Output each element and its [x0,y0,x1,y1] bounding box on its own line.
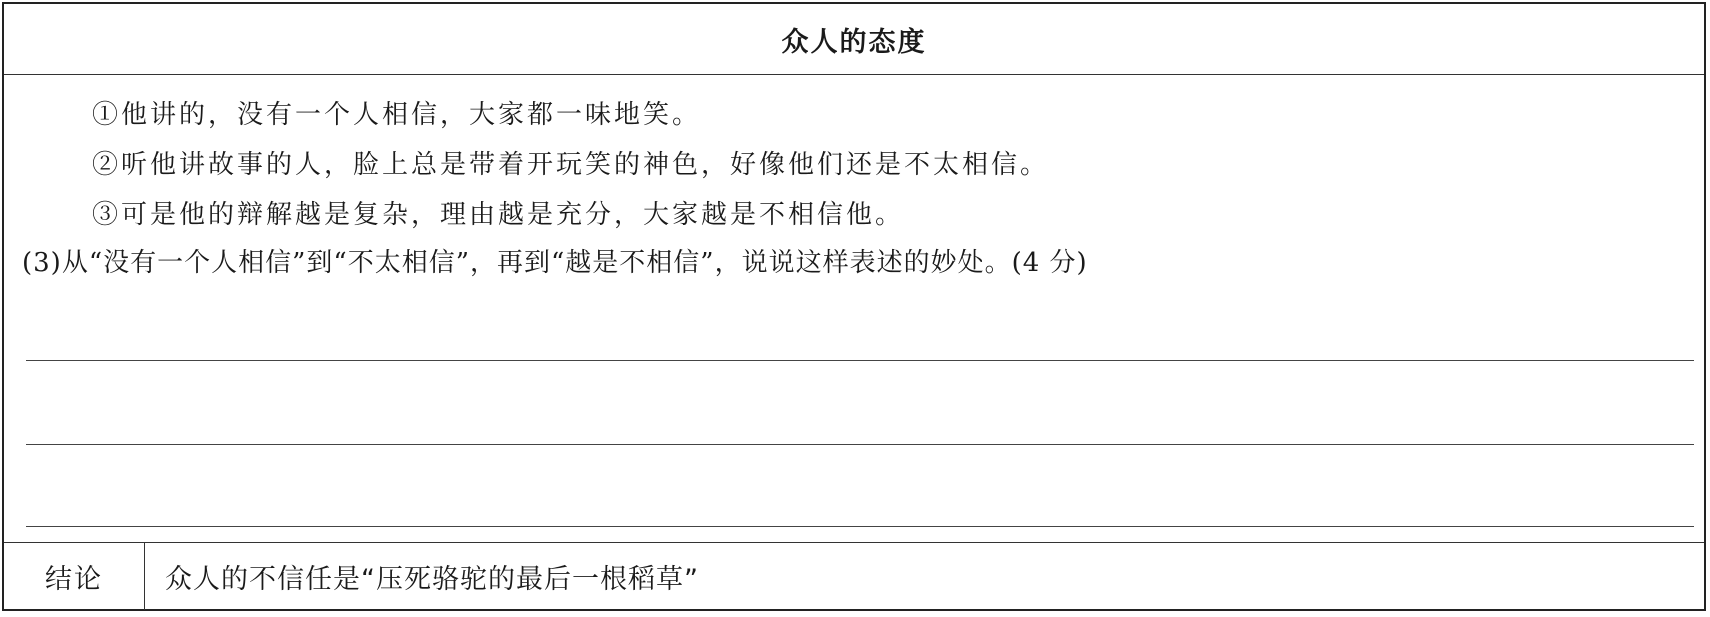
content-area [4,74,1704,544]
answer-line-2[interactable] [26,444,1694,445]
conclusion-row [4,542,1704,610]
conclusion-label: 结论 [4,543,145,610]
quote-2: ②听他讲故事的人，脸上总是带着开玩笑的神色，好像他们还是不太相信。 [92,150,1050,180]
answer-line-3[interactable] [26,526,1694,527]
worksheet-table [2,2,1706,611]
conclusion-text: 众人的不信任是“压死骆驼的最后一根稻草” [165,564,699,595]
question-prompt: (3)从“没有一个人相信”到“不太相信”，再到“越是不相信”，说说这样表述的妙处。(4 分) [22,248,1088,278]
answer-line-1[interactable] [26,360,1694,361]
quote-1: ①他讲的，没有一个人相信，大家都一味地笑。 [92,100,702,130]
quote-3: ③可是他的辩解越是复杂，理由越是充分，大家越是不相信他。 [92,200,905,230]
title-row [4,4,1704,75]
table-title: 众人的态度 [781,26,927,58]
